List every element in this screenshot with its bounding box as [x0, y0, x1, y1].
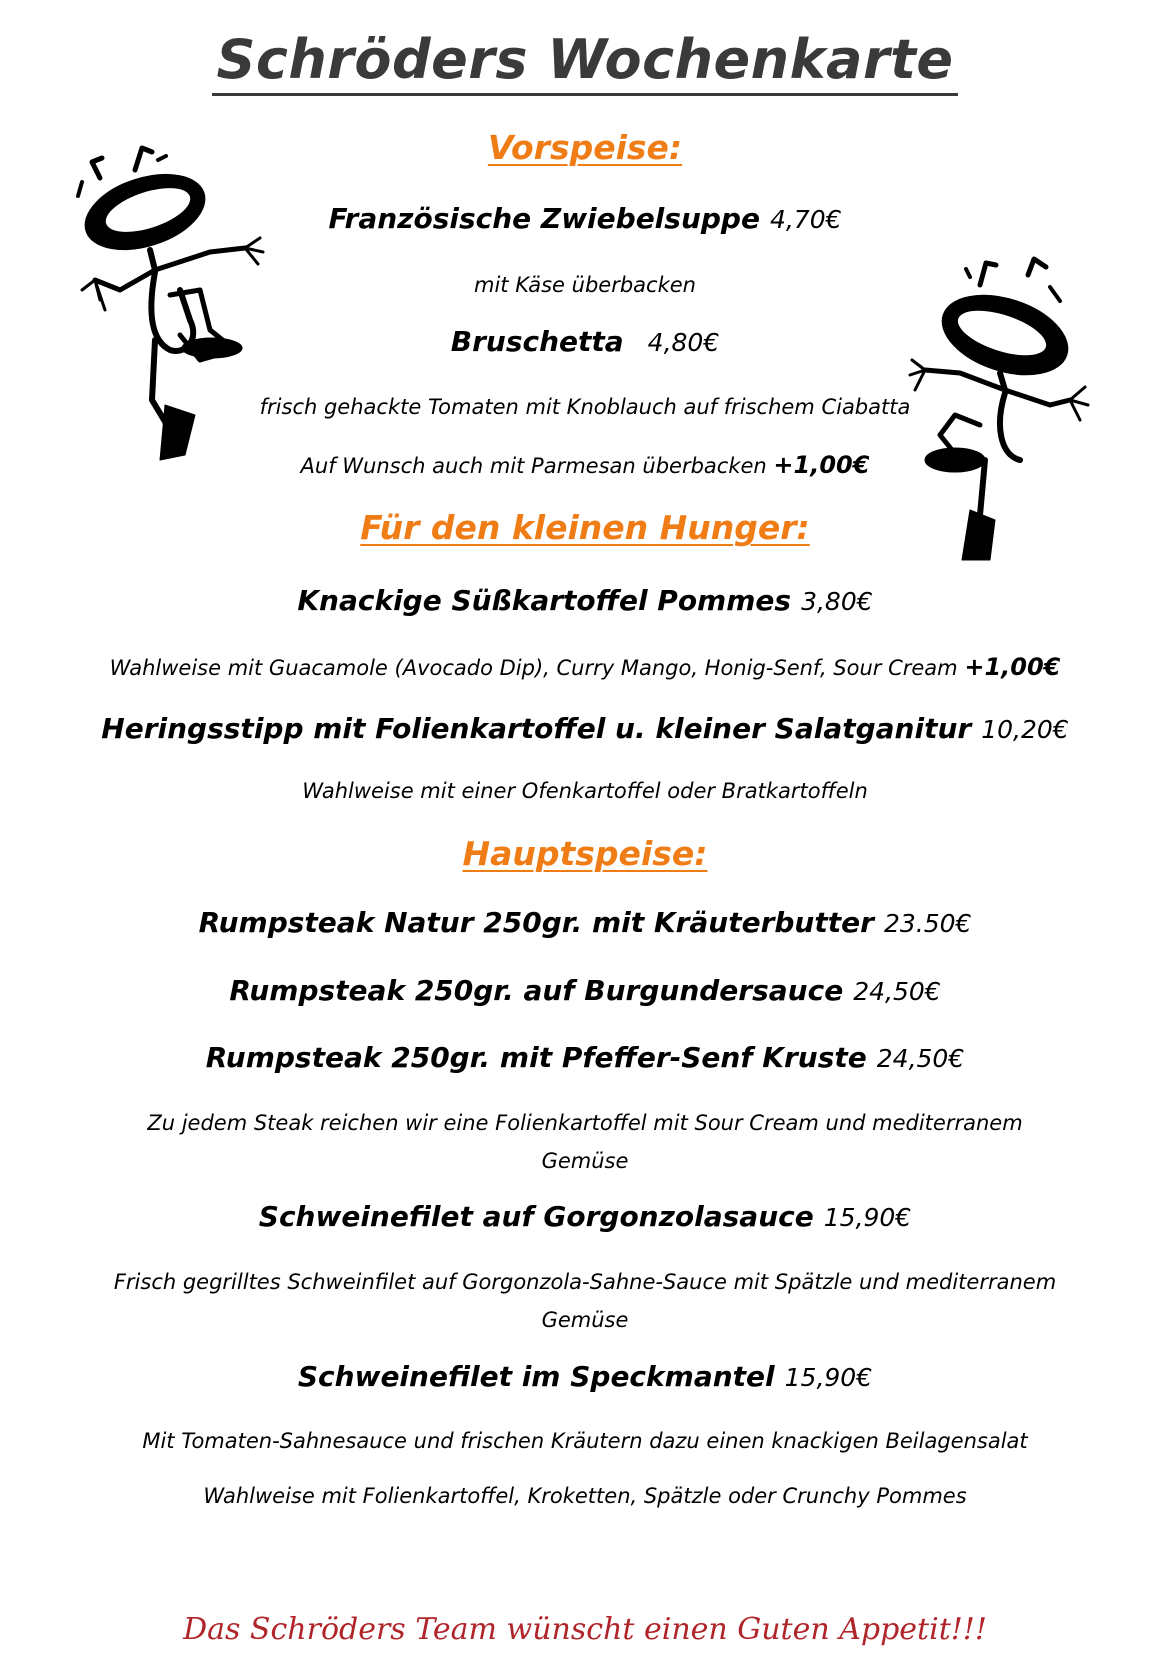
item-description: Wahlweise mit einer Ofenkartoffel oder Bratkartoffeln [302, 779, 868, 803]
item-price: 3,80€ [801, 587, 873, 616]
item-name: Rumpsteak Natur 250gr. mit Kräuterbutter [198, 906, 874, 939]
page-title: Schröders Wochenkarte [0, 28, 1170, 91]
section-starter: Vorspeise: [487, 128, 683, 167]
item-name: Knackige Süßkartoffel Pommes [297, 584, 792, 617]
extra-price: +1,00€ [773, 451, 870, 479]
item-name: Bruschetta [450, 325, 624, 358]
menu-item-heringsstipp [0, 712, 1170, 745]
extra-price: +1,00€ [964, 653, 1061, 681]
item-name: Französische Zwiebelsuppe [328, 202, 760, 235]
item-description: Mit Tomaten-Sahnesauce und frischen Kräutern dazu einen knackigen Beilagensalat [142, 1429, 1028, 1453]
item-extra [60, 446, 1110, 485]
item-name: Rumpsteak 250gr. auf Burgundersauce [229, 974, 844, 1007]
menu-item-schweinefilet-speck [0, 1360, 1170, 1393]
item-price: 24,50€ [876, 1044, 965, 1073]
item-price: 4,70€ [769, 205, 842, 234]
extra-text: Wahlweise mit Guacamole (Avocado Dip), Curry Mango, Honig-Senf, Sour Cream [109, 656, 958, 680]
item-price: 4,80€ [647, 328, 720, 357]
item-name: Schweinefilet auf Gorgonzolasauce [258, 1200, 814, 1233]
menu-item-zwiebelsuppe [0, 202, 1170, 235]
section-mains: Hauptspeise: [462, 834, 708, 873]
item-name: Rumpsteak 250gr. mit Pfeffer-Senf Kruste [205, 1041, 867, 1074]
section-snacks: Für den kleinen Hunger: [360, 508, 810, 547]
item-name: Schweinefilet im Speckmantel [297, 1360, 775, 1393]
item-description: Wahlweise mit Folienkartoffel, Kroketten, Spätzle oder Crunchy Pommes [203, 1484, 967, 1508]
item-extra [20, 648, 1150, 687]
dancing-figure-left-icon [60, 140, 270, 480]
menu-item-pommes [0, 584, 1170, 617]
menu-item-bruschetta [0, 325, 1170, 358]
menu-item-rumpsteak-pfeffer [0, 1041, 1170, 1074]
item-description: frisch gehackte Tomaten mit Knoblauch auf frischem Ciabatta [259, 395, 911, 419]
menu-item-schweinefilet-gorgonzola [0, 1200, 1170, 1233]
menu-item-rumpsteak-natur [0, 906, 1170, 939]
item-description: Frisch gegrilltes Schweinfilet auf Gorgonzola-Sahne-Sauce mit Spätzle und mediterranem Gemüse [113, 1270, 1057, 1332]
item-price: 23.50€ [883, 909, 972, 938]
item-price: 15,90€ [823, 1203, 912, 1232]
item-price: 15,90€ [784, 1363, 873, 1392]
item-price: 24,50€ [853, 977, 941, 1006]
item-description: Zu jedem Steak reichen wir eine Folienkartoffel mit Sour Cream und mediterranem Gemüse [147, 1111, 1023, 1173]
item-description: mit Käse überbacken [474, 273, 696, 297]
footer-greeting: Das Schröders Team wünscht einen Guten Appetit!!! [183, 1612, 987, 1647]
item-name: Heringsstipp mit Folienkartoffel u. kleiner Salatganitur [101, 712, 972, 745]
menu-item-rumpsteak-burgunder [0, 974, 1170, 1007]
item-price: 10,20€ [981, 715, 1069, 744]
extra-text: Auf Wunsch auch mit Parmesan überbacken [300, 454, 767, 478]
